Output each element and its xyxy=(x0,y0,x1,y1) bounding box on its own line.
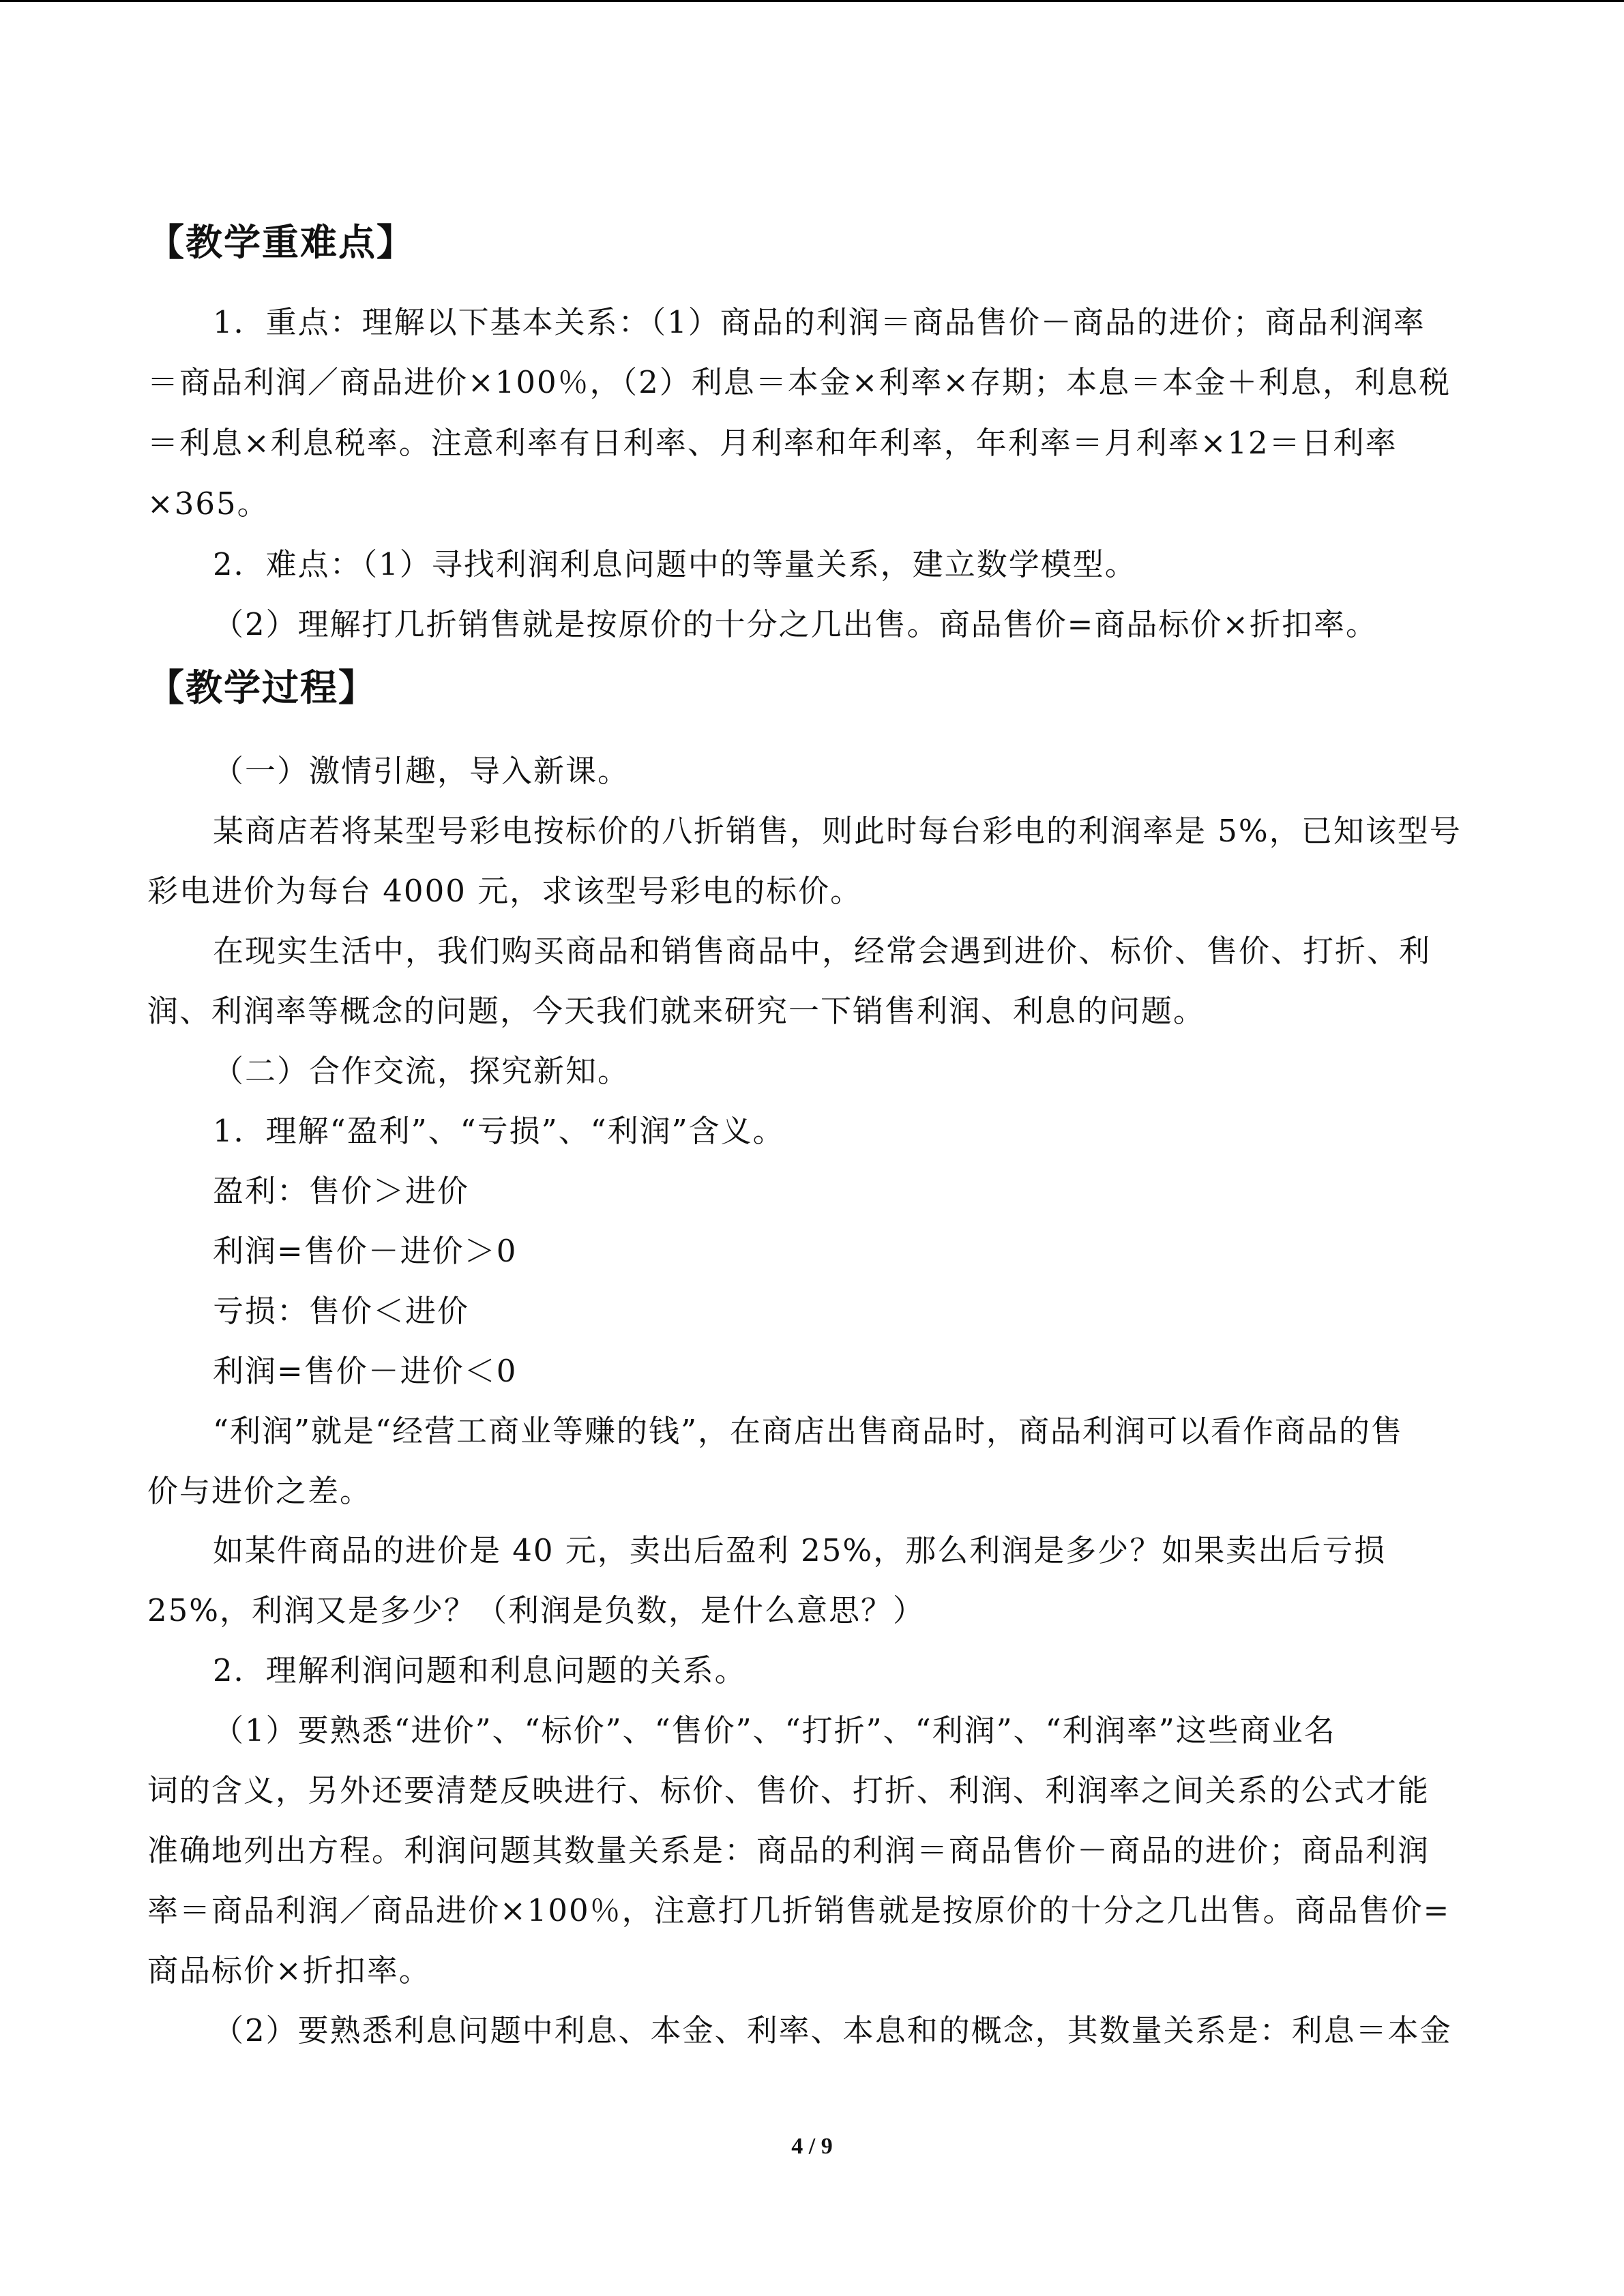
section-heading-teaching-process: 【教学过程】 xyxy=(147,666,377,709)
paragraph-line: 价与进价之差。 xyxy=(147,1473,372,1509)
paragraph-line: ＝商品利润／商品进价×100％，（2）利息＝本金×利率×存期；本息＝本金＋利息，利息税 xyxy=(147,364,1451,400)
paragraph-line: 如某件商品的进价是 40 元，卖出后盈利 25%，那么利润是多少？如果卖出后亏损 xyxy=(213,1532,1387,1568)
paragraph-line: 利润=售价－进价＞0 xyxy=(213,1233,518,1269)
paragraph-line: （2）理解打几折销售就是按原价的十分之几出售。商品售价=商品标价×折扣率。 xyxy=(213,606,1378,642)
paragraph-line: 25%，利润又是多少？（利润是负数，是什么意思？） xyxy=(147,1592,926,1628)
paragraph-line: 准确地列出方程。利润问题其数量关系是：商品的利润＝商品售价－商品的进价；商品利润 xyxy=(147,1832,1430,1868)
paragraph-line: 词的含义，另外还要清楚反映进行、标价、售价、打折、利润、利润率之间关系的公式才能 xyxy=(147,1772,1430,1808)
paragraph-line: （1）要熟悉“进价”、“标价”、“售价”、“打折”、“利润”、“利润率”这些商业名 xyxy=(213,1712,1336,1748)
paragraph-line: ×365。 xyxy=(147,486,269,522)
section-heading-key-points: 【教学重难点】 xyxy=(147,220,415,264)
paragraph-line: （2）要熟悉利息问题中利息、本金、利率、本息和的概念，其数量关系是：利息＝本金 xyxy=(213,2012,1452,2048)
paragraph-line: 利润=售价－进价＜0 xyxy=(213,1353,518,1389)
page-number: 4 / 9 xyxy=(791,2134,833,2159)
paragraph-line: （一）激情引趣，导入新课。 xyxy=(213,753,630,789)
paragraph-line: 1．理解“盈利”、“亏损”、“利润”含义。 xyxy=(213,1113,785,1149)
paragraph-line: 2．难点：（1）寻找利润利息问题中的等量关系，建立数学模型。 xyxy=(213,546,1137,582)
paragraph-line: 盈利：售价＞进价 xyxy=(213,1173,470,1209)
paragraph-line: 1．重点：理解以下基本关系：（1）商品的利润＝商品售价－商品的进价；商品利润率 xyxy=(213,304,1426,340)
paragraph-line: 率＝商品利润／商品进价×100％，注意打几折销售就是按原价的十分之几出售。商品售价= xyxy=(147,1892,1451,1928)
paragraph-line: 2．理解利润问题和利息问题的关系。 xyxy=(213,1652,747,1688)
paragraph-line: 亏损：售价＜进价 xyxy=(213,1293,470,1329)
paragraph-line: “利润”就是“经营工商业等赚的钱”，在商店出售商品时，商品利润可以看作商品的售 xyxy=(213,1413,1404,1449)
paragraph-line: ＝利息×利息税率。注意利率有日利率、月利率和年利率，年利率＝月利率×12＝日利率 xyxy=(147,425,1398,461)
paragraph-line: 在现实生活中，我们购买商品和销售商品中，经常会遇到进价、标价、售价、打折、利 xyxy=(213,933,1432,969)
paragraph-line: （二）合作交流，探究新知。 xyxy=(213,1053,630,1089)
paragraph-line: 彩电进价为每台 4000 元，求该型号彩电的标价。 xyxy=(147,873,863,909)
paragraph-line: 商品标价×折扣率。 xyxy=(147,1952,431,1988)
paragraph-line: 某商店若将某型号彩电按标价的八折销售，则此时每台彩电的利润率是 5%，已知该型号 xyxy=(213,813,1462,849)
paragraph-line: 润、利润率等概念的问题，今天我们就来研究一下销售利润、利息的问题。 xyxy=(147,993,1206,1029)
